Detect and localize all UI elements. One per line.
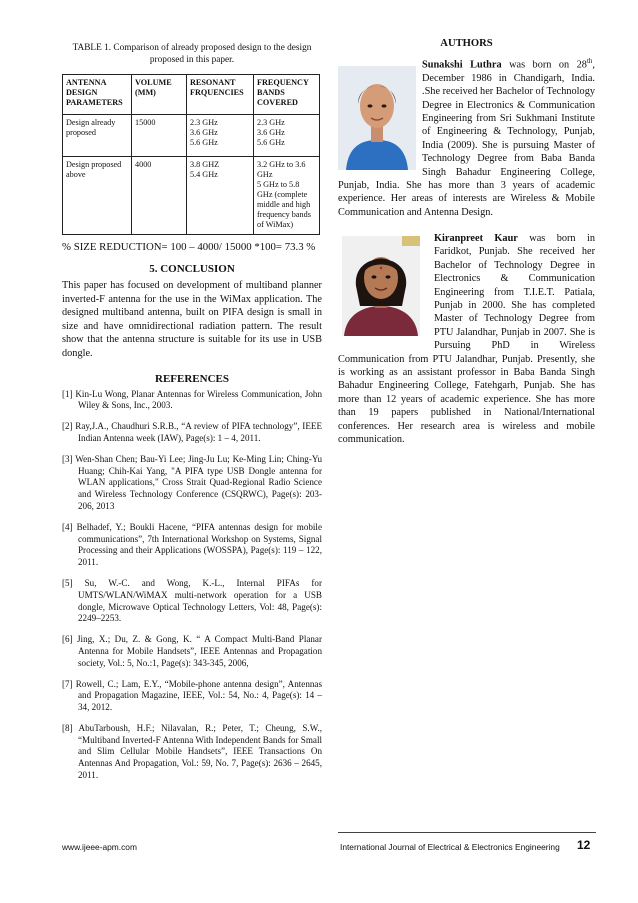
table-row (63, 115, 320, 157)
conclusion-heading: 5. CONCLUSION (149, 263, 235, 275)
table-cell: 3.8 GHZ 5.4 GHz (187, 157, 254, 235)
table-header-cell: RESONANT FRQUENCIES (187, 75, 254, 115)
author-1-bio-text: , December 1986 in Chandigarh, India. .She received her Bachelor of Technology Degree in Electronics & Communication Engineering from Sri Sukhmani Institute of Engineering & Technology, Punjab, India (2009). She is pursuing Master of Technology Degree from Baba Banda Singh Bahadur Engineering College, Punjab, India. She has more than 3 years of academic experience. Her areas of interests are Wireless & Mobile Communication and Antenna Design. (338, 59, 595, 218)
reference-item: [8] AbuTarboush, H.F.; Nilavalan, R.; Peter, T.; Cheung, S.W., “Multiband Inverted-F Antenna With Independent Bands for Small and Slim Cellular Mobile Handsets”, IEEE Transactions On Antennas And Propagation, Vol.: 59, No. 7, Page(s): 2636 – 2645, 2011. (62, 722, 322, 781)
footer-journal-name: International Journal of Electrical & Electronics Engineering (340, 842, 560, 852)
reference-item: [1] Kin-Lu Wong, Planar Antennas for Wireless Communication, John Wiley & Sons, Inc., 2003. (62, 388, 322, 411)
photo-spacer (338, 55, 422, 172)
left-column (62, 38, 322, 791)
reference-item: [5] Su, W.-C. and Wong, K.-L., Internal PIFAs for UMTS/WLAN/WiMAX multi-network operation for a USB dongle, Microwave Optical Technology Letters, Vol: 48, Page(s): 2249–2253. (62, 577, 322, 624)
comparison-table (62, 74, 320, 235)
footer-divider (338, 832, 596, 833)
author-1-name: Sunakshi Luthra (422, 59, 502, 71)
reference-item: [4] Belhadef, Y.; Boukli Hacene, “PIFA antennas design for mobile communications”, 7th International Workshop on Systems, Signal Processing and their Applications (WOSSPA), Page(s): 119 – 122, 2011. (62, 521, 322, 568)
author-1-bio-text: was born on 28 (501, 59, 587, 71)
author-2-bio-text: was born in Faridkot, Punjab. She received her Bachelor of Technology Degree in Electronics & Communication Engineering from T.I.E.T. Patiala, Punjab in 2000. She has completed Master of Technology Degree from PTU Jalandhar, Punjab in 2007. She is Pursuing PhD in Wireless Communication from PTU Jalandhar, Punjab. Presently, she is working as an assistant professor in Baba Banda Singh Bahadur Engineering College, Fatehgarh, Punjab. She has more than 12 years of academic experience. She has more than 19 papers published in National/International conferences. Her research area is wireless and mobile communication. (338, 233, 596, 446)
table-cell: 2.3 GHz 3.6 GHz 5.6 GHz (187, 115, 254, 157)
table-header-row (63, 75, 320, 115)
table-header-cell: ANTENNA DESIGN PARAMETERS (63, 75, 132, 115)
author-2-name: Kiranpreet Kaur (434, 233, 518, 244)
table-cell: 4000 (132, 157, 187, 235)
reference-item: [7] Rowell, C.; Lam, E.Y., “Mobile-phone antenna design”, Antennas and Propagation Magazine, IEEE, Vol.: 54, No.: 4, Page(s): 14 – 34, 2012. (62, 678, 322, 713)
authors-heading: AUTHORS (440, 38, 493, 49)
table-cell: Design already proposed (63, 115, 132, 157)
table-cell: 3.2 GHz to 3.6 GHz 5 GHz to 5.8 GHz (complete middle and high frequency bands of WiMax) (254, 157, 320, 235)
page-number: 12 (577, 838, 591, 852)
table-row (63, 157, 320, 235)
author-2-bio (338, 232, 595, 447)
reference-item: [2] Ray,J.A., Chaudhuri S.R.B., “A review of PIFA technology”, IEEE Indian Antenna week (IAW), Page(s): 1 – 4, 2011. (62, 421, 322, 443)
author-1-bio (338, 55, 595, 219)
table-cell: 2.3 GHz 3.6 GHz 5.6 GHz (254, 115, 320, 157)
table-header-cell: FREQUENCY BANDS COVERED (254, 75, 320, 115)
table-cell: 15000 (132, 115, 187, 157)
photo-spacer (338, 232, 434, 340)
footer-website: www.ijeee-apm.com (62, 842, 137, 852)
table-header-cell: VOLUME (MM) (132, 75, 187, 115)
conclusion-text: This paper has focused on development of multiband planner inverted-F antenna for the use in the WiMax application. The designed multiband antenna, built on PIFA design is small in size and have omnidirectional radiation pattern. The result show that the antenna structure is suitable for its use in USB dongle. (62, 280, 322, 359)
ordinal-suffix: th (586, 57, 593, 65)
size-reduction-formula: % SIZE REDUCTION= 100 – 4000/ 15000 *100= 73.3 % (62, 241, 316, 253)
table-cell: Design proposed above (63, 157, 132, 235)
reference-item: [6] Jing, X.; Du, Z. & Gong, K. “ A Compact Multi-Band Planar Antenna for Mobile Handsets”, IEEE Antennas and Propagation society, Vol.: 5, No.:1, Page(s): 343-345, 2006, (62, 634, 322, 668)
reference-item: [3] Wen-Shan Chen; Bau-Yi Lee; Jing-Ju Lu; Ke-Ming Lin; Ching-Yu Huang; Chih-Kai Yang, "A PIFA type USB Dongle antenna for WLAN applications," Cross Strait Quad-Regional Radio Science and Wireless Technology Conference (CSQRWC), Page(s): 203-206, 2013 (62, 453, 322, 511)
references-heading: REFERENCES (155, 372, 229, 385)
table-caption: TABLE 1. Comparison of already proposed design to the design proposed in this paper. (72, 43, 312, 65)
references-list (62, 389, 322, 782)
